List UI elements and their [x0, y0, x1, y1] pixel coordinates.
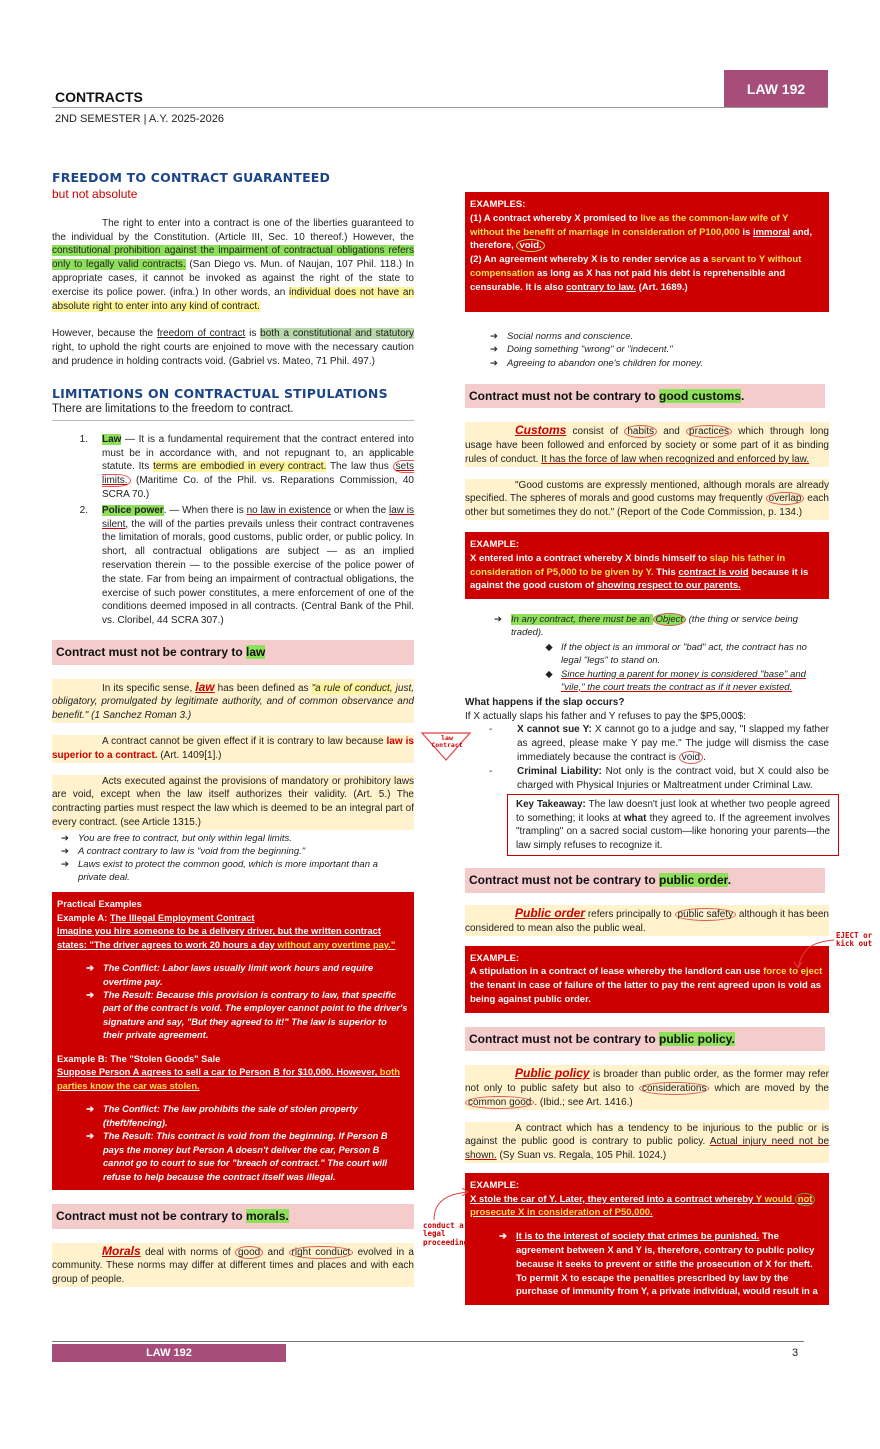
text: Suppose Person A agrees to sell a car to Person B for $10,000. However,	[57, 1067, 380, 1078]
underline: no law in existence	[246, 504, 332, 516]
highlight: good customs	[659, 388, 742, 403]
arrow-icon: ➔	[490, 357, 498, 369]
page-title: CONTRACTS	[55, 89, 143, 105]
text: Key Takeaway:	[516, 799, 586, 811]
underline: showing respect to our parents.	[596, 580, 741, 592]
public-order-paragraph	[465, 905, 829, 936]
text: Criminal Liability:	[517, 765, 602, 777]
section-bar-law	[52, 640, 414, 665]
highlight: morals.	[246, 1209, 289, 1224]
underline: freedom of contract	[156, 328, 246, 340]
highlight: slap his father in consideration of P5,000 to be given by Y.	[470, 552, 786, 578]
annotation-conduct: conduct a legal proceedings	[423, 1221, 473, 1247]
section-bar-good-customs	[465, 384, 825, 409]
text: .	[741, 388, 745, 403]
text: what	[624, 812, 647, 824]
example-good-customs-box	[465, 532, 829, 599]
underline: It has the force of law when recognized and enforced by law.	[541, 453, 810, 465]
underline: law is silent,	[102, 504, 415, 530]
text: . (Ibid.; see Art. 1416.)	[534, 1096, 633, 1108]
keyword: Public policy	[515, 1066, 590, 1081]
circled-text: overlap	[766, 492, 805, 505]
keyword: law	[195, 679, 215, 694]
right-column	[465, 192, 829, 1305]
highlight: constitutional prohibition against the impairment of contractual obligations refers only to legally valid contracts.	[52, 245, 414, 271]
text: and, therefore,	[470, 226, 813, 252]
arrow-item	[77, 962, 409, 989]
diamond-icon: ◆	[545, 642, 553, 654]
customs-paragraph-1	[465, 422, 829, 466]
highlight: Police power	[102, 504, 164, 516]
highlight: public order	[659, 873, 728, 888]
text: (Art. 1409[1].)	[157, 749, 222, 761]
highlight: both a constitutional and statutory	[260, 328, 414, 340]
list-number: 1.	[79, 433, 88, 445]
arrow-item	[77, 989, 409, 1043]
text: A contract which has a tendency to be injurious to the public or is against the public good is contrary to public policy.	[465, 1122, 829, 1148]
text: although it has been considered to mean also the public weal.	[465, 908, 829, 934]
text: X cannot sue Y:	[517, 724, 592, 736]
example-a-heading	[57, 912, 409, 925]
text: each other but sometimes they do not." (Report of the Code Commission, p. 134.)	[465, 493, 829, 519]
text: deal with norms of	[140, 1246, 235, 1258]
dash-text	[517, 765, 829, 793]
arrow-item	[481, 330, 829, 343]
text: is	[739, 226, 753, 238]
arrow-item	[52, 845, 414, 858]
text: — It is a fundamental requirement that the contract entered into must be in accordance with, and not repugnant to, an applicable statute. Its	[102, 433, 414, 473]
circled-text: habits	[624, 425, 657, 438]
arrow-text	[516, 1230, 824, 1299]
emphasis: law is superior to a contract.	[52, 735, 414, 761]
text: is broader than public order, as the former may refer not only to public safety but also to	[465, 1069, 829, 1094]
public-policy-paragraph-2	[465, 1122, 829, 1163]
text: (Sy Suan vs. Regala, 105 Phil. 1024.)	[496, 1150, 667, 1162]
law-arrow-list	[52, 832, 414, 884]
morals-paragraph	[52, 1243, 414, 1287]
highlight: both parties know the car was stolen.	[57, 1067, 400, 1091]
circled-text: common good	[465, 1096, 534, 1109]
section-bar-public-order	[465, 868, 825, 893]
highlight: Law	[102, 433, 122, 445]
underline: contract is void	[678, 566, 749, 578]
arrow-text: The Result: Because this provision is contrary to law, that specific part of the contract is void. The employer cannot point to the driver's signature and say, "But they agreed to it!" The law is superior to their private agreement.	[103, 990, 408, 1041]
underline: It is to the interest of society that crimes be punished.	[516, 1231, 760, 1243]
circled-text: Object	[653, 613, 686, 626]
text: and	[657, 426, 687, 438]
diamond-item	[537, 641, 829, 667]
annotation-eject: EJECT or kick out	[836, 931, 873, 949]
diamond-text: Since hurting a parent for money is considered "base" and "vile," the court treats the contract as if it never existed.	[561, 668, 806, 693]
highlight: live as the common-law wife of Y without the benefit of marriage in consideration of P100,000	[470, 212, 789, 238]
keyword: Public order	[515, 905, 586, 920]
highlight: individual does not have an absolute right to enter into any kind of contract.	[52, 286, 415, 312]
text: (1) A contract whereby X promised to	[470, 212, 641, 224]
text: The law thus	[326, 461, 393, 473]
underline: immoral	[752, 226, 790, 238]
law-paragraph-3: Acts executed against the provisions of mandatory or prohibitory laws are void, except when the law itself authorizes their validity. (Art. 5.) The contracting parties must respect the law which is deemed to be an integral part of every contract. (see Article 1315.)	[52, 775, 414, 828]
arrow-item	[490, 1230, 824, 1299]
text: Example A:	[57, 912, 110, 923]
text: because it is against the good custom of	[470, 566, 809, 592]
text: has been defined as	[214, 682, 312, 694]
dash-icon: -	[489, 724, 493, 736]
annotation-arrow-icon	[790, 936, 836, 972]
dash-list	[465, 723, 829, 792]
footer-tag: LAW 192	[52, 1344, 286, 1362]
text: (the thing or service being traded).	[511, 614, 798, 639]
arrow-text: The Conflict: The law prohibits the sale of stolen property (theft/fencing).	[103, 1104, 358, 1128]
example-b-arrows	[77, 1103, 409, 1184]
arrow-item	[52, 832, 414, 845]
arrow-icon: ➔	[86, 1131, 94, 1142]
arrow-icon: ➔	[86, 990, 94, 1000]
object-arrow	[465, 613, 829, 694]
highlight: terms are embodied in every contract.	[153, 461, 327, 473]
dash-item	[489, 765, 829, 793]
section-subtitle-limitations: There are limitations to the freedom to contract.	[52, 402, 414, 421]
header-divider	[52, 107, 828, 108]
arrow-icon: ➔	[61, 858, 69, 870]
arrow-icon: ➔	[61, 832, 69, 844]
highlight: "a rule of conduct,	[311, 682, 393, 694]
circled-text: not	[795, 1193, 816, 1206]
text: (2) An agreement whereby X is to render service as a	[470, 254, 711, 266]
customs-paragraph-2	[465, 479, 829, 520]
text: X cannot go to a judge and say, "I slapped my father as agreed, please make Y pay me." The judge will dismiss the case immediately because the contract is	[517, 724, 829, 763]
example-public-order-box	[465, 946, 829, 1013]
slap-question: What happens if the slap occurs?	[465, 696, 625, 708]
arrow-text: Laws exist to protect the common good, which is more important than a private deal.	[78, 858, 378, 884]
dash-icon: -	[489, 765, 493, 777]
circled-text: practices	[686, 425, 732, 438]
text: refers principally to	[585, 908, 675, 920]
text: Imagine you hire someone to be a delivery driver, but the written contract states: "The driver agrees to work 20 hours a day	[57, 926, 381, 950]
text: and	[263, 1246, 289, 1258]
arrow-item	[485, 613, 829, 639]
circled-text: sets limits.	[102, 461, 414, 487]
arrow-text: Agreeing to abandon one's children for money.	[507, 357, 703, 369]
keyword: Customs	[515, 423, 567, 438]
limitations-list	[52, 433, 414, 628]
text: the will of the parties prevails unless their contract contravenes the limitation of morals, good customs, public order, or public policy. In short, all contractual obligations are subject — as an implied reservation therein — to the possible exercise of the police power of the state. Far from being an impairment of contractual obligations, the exercise of such power constitutes, a mere enforcement of one of the conditions deemed imposed in all contracts. (Central Bank of the Phil. vs. Cloribel, 44 SCRA 307.)	[102, 518, 414, 627]
text: the tenant in case of failure of the latter to pay the rent agreed upon is void as being against public order.	[470, 980, 822, 1005]
text: X stole the car of Y. Later, they entered into a contract whereby	[470, 1193, 756, 1205]
underline: contrary to law.	[566, 281, 636, 293]
arrow-text: Doing something "wrong" or "indecent."	[507, 344, 673, 356]
text: . — When there is	[163, 504, 247, 516]
highlight: law	[246, 645, 266, 660]
examples-morals-box	[465, 192, 829, 312]
text: This	[653, 566, 679, 578]
text: which are moved by the	[709, 1082, 829, 1094]
circled-text: void	[679, 751, 703, 764]
box-title: EXAMPLE:	[470, 1179, 520, 1191]
arrow-item	[77, 1130, 409, 1184]
diamond-icon: ◆	[545, 668, 553, 680]
keyword: Morals	[102, 1243, 141, 1258]
law-paragraph-1	[52, 679, 414, 723]
annotation-arrow-icon	[430, 1188, 470, 1222]
text: (San Diego vs. Mun. of Naujan, 107 Phil. 118.) In appropriate cases, it cannot be invoked as against the right of the state to exercise its police power. (infra.) In other words, an	[52, 259, 414, 298]
list-number: 2.	[79, 504, 88, 516]
list-item	[52, 433, 414, 502]
section-title-freedom: FREEDOM TO CONTRACT GUARANTEED	[52, 170, 331, 185]
text: "Good customs are expressly mentioned, although morals are already specified. The spheres of morals and good customs may frequently	[465, 479, 829, 505]
text: Contract must not be contrary to	[469, 1031, 660, 1046]
arrow-icon: ➔	[86, 1104, 94, 1115]
diamond-text: If the object is an immoral or "bad" act, the contract has no legal "legs" to stand on.	[561, 642, 807, 667]
highlight: prosecute X in consideration of P50,000.	[470, 1207, 653, 1219]
page-number: 3	[792, 1347, 799, 1359]
dash-item	[489, 723, 829, 764]
example-text	[470, 965, 824, 1006]
box-title: EXAMPLES:	[470, 199, 526, 210]
circled-text: void.	[516, 239, 544, 252]
arrow-text	[511, 613, 829, 639]
arrow-item	[481, 343, 829, 356]
course-tag: LAW 192	[724, 70, 828, 108]
circled-text: public safety	[675, 908, 737, 921]
text: or when the	[331, 504, 389, 516]
highlight: Y would	[755, 1193, 795, 1205]
arrow-text: The Conflict: Labor laws usually limit work hours and require overtime pay.	[103, 963, 374, 987]
highlight: without any overtime pay."	[277, 939, 396, 950]
section-bar-public-policy	[465, 1027, 825, 1052]
highlight: force to eject	[763, 966, 823, 978]
section-title-limitations: LIMITATIONS ON CONTRACTUAL STIPULATIONS	[52, 385, 388, 401]
underline: Actual injury need not be shown.	[465, 1136, 830, 1162]
highlight: public policy.	[659, 1031, 735, 1046]
text: X entered into a contract whereby X binds himself to	[470, 552, 710, 564]
underline: The Illegal Employment Contract	[109, 912, 255, 923]
practical-examples-box	[52, 892, 414, 1190]
left-column	[52, 169, 414, 1297]
text: A stipulation in a contract of lease whereby the landlord can use	[470, 966, 764, 978]
example-1	[470, 212, 824, 253]
freedom-paragraph-2	[52, 327, 414, 368]
example-b-heading: Example B: The "Stolen Goods" Sale	[57, 1053, 221, 1064]
list-item	[52, 504, 414, 628]
text: as long as X has not paid his debt is reprehensible and censurable. It is also	[470, 267, 786, 293]
list-text	[102, 504, 414, 628]
text: A contract cannot be given effect if it is contrary to law because	[102, 735, 387, 747]
example-a-desc	[57, 925, 409, 952]
arrow-text: You are free to contract, but only within legal limits.	[78, 832, 292, 844]
text: Contract must not be contrary to	[56, 645, 247, 660]
highlight: In any contract, there must be an	[511, 614, 653, 626]
text: The law doesn't just look at whether two people agreed to something; it looks at	[516, 799, 830, 824]
example-text	[470, 552, 824, 593]
text: Contract must not be contrary to	[469, 873, 660, 888]
text: Contract must not be contrary to	[469, 388, 660, 403]
slap-intro: If X actually slaps his father and Y refuses to pay the $P5,000$:	[465, 710, 746, 722]
text: .	[703, 751, 706, 763]
morals-arrow-list	[465, 330, 829, 369]
example-2	[470, 253, 824, 294]
dash-text	[517, 723, 829, 764]
text: which through long usage have been followed and enforced by society or some part of it as binding rules of conduct.	[465, 426, 829, 465]
text: is	[245, 328, 261, 340]
highlight: servant to Y without compensation	[470, 254, 802, 279]
public-policy-paragraph-1	[465, 1065, 829, 1109]
arrow-text: The Result: This contract is void from the beginning. If Person B pays the money but Person A doesn't deliver the car, Person B cannot go to court to sue for "breach of contract." The court will refuse to help because the contract itself was illegal.	[103, 1131, 388, 1182]
text: The agreement between X and Y is, therefore, contrary to public policy because it seeks to prevent or stifle the prosecution of X for theft. To permit X to escape the penalties prescribed by law by the purchase of immunity from Y, a private individual, would result in a	[516, 1231, 818, 1298]
page-subtitle: 2ND SEMESTER | A.Y. 2025-2026	[55, 113, 224, 125]
text: right, to uphold the right courts are enjoined to move with the necessary caution and prudence in holding contracts void. (Gabriel vs. Mateo, 71 Phil. 497.)	[52, 342, 414, 367]
text: they agreed to. If the agreement involves "trampling" on a sacred social custom—like honoring your parents—the law simply refuses to recognize it.	[516, 812, 830, 851]
arrow-icon: ➔	[86, 963, 94, 974]
example-b-desc	[57, 1066, 409, 1093]
text: evolved in a community. These norms may differ at different times and places and with each group of people.	[52, 1246, 414, 1286]
circled-text: good	[235, 1246, 263, 1259]
arrow-icon: ➔	[490, 331, 498, 343]
arrow-item	[481, 357, 829, 370]
diamond-list	[485, 641, 829, 693]
arrow-item	[52, 858, 414, 884]
circled-text: right conduct	[289, 1246, 354, 1259]
text: (Maritime Co. of the Phil. vs. Reparations Commission, 40 SCRA 70.)	[102, 475, 414, 501]
arrow-icon: ➔	[499, 1231, 507, 1243]
example-a-arrows	[77, 962, 409, 1043]
box-title: Practical Examples	[57, 899, 142, 910]
circled-text: considerations	[639, 1082, 709, 1095]
footer-divider	[52, 1341, 804, 1342]
arrow-icon: ➔	[490, 344, 498, 356]
arrow-icon: ➔	[494, 614, 502, 626]
text: The right to enter into a contract is one of the liberties guaranteed to the individual by the Constitution. (Article III, Sec. 10 thereof.) However, the	[52, 217, 414, 243]
section-subtitle-freedom: but not absolute	[52, 187, 138, 202]
text: Not only is the contract void, but X could also be charged with Physical Injuries or Maltreatment under Criminal Law.	[517, 765, 829, 791]
annotation-law-contract	[420, 727, 472, 763]
text: Contract must not be contrary to	[56, 1209, 247, 1224]
text: However, because the	[52, 328, 157, 340]
list-text	[102, 433, 414, 502]
freedom-paragraph-1	[52, 217, 414, 314]
box-title: EXAMPLE:	[470, 539, 520, 551]
arrow-item	[77, 1103, 409, 1130]
text: (Art. 1689.)	[635, 281, 688, 293]
box-title: EXAMPLE:	[470, 952, 520, 964]
key-takeaway-box	[507, 794, 839, 856]
text: .	[727, 873, 732, 888]
arrow-text: Social norms and conscience.	[507, 331, 634, 343]
text: just, obligatory, promulgated by legitimate authority, and of common observance and benefit." (1 Sanchez Roman 3.)	[52, 682, 415, 722]
annotation-text: law Contract	[431, 734, 463, 750]
example-public-policy-box	[465, 1173, 829, 1305]
arrow-icon: ➔	[61, 845, 69, 857]
law-paragraph-2	[52, 735, 414, 763]
example-text	[470, 1193, 824, 1221]
diamond-item	[537, 668, 829, 694]
section-bar-morals	[52, 1204, 414, 1229]
arrow-text: A contract contrary to law is "void from the beginning."	[78, 845, 306, 857]
text: In its specific sense,	[102, 682, 196, 694]
text: consist of	[566, 426, 625, 438]
